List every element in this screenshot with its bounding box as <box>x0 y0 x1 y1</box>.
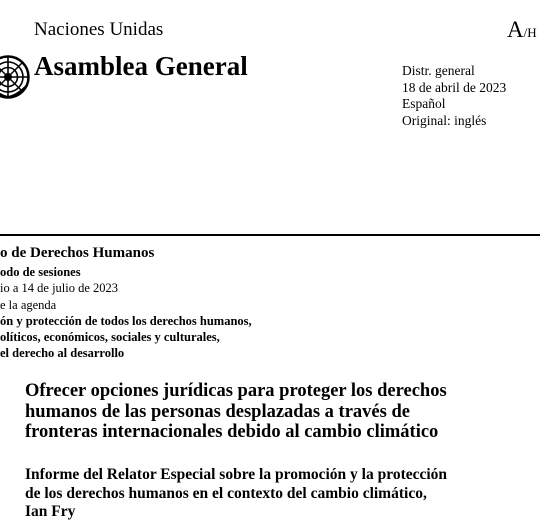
report-subtitle <box>25 466 447 522</box>
agenda-item-line-2: olíticos, económicos, sociales y culturales, <box>0 330 220 345</box>
body-title: Asamblea General <box>34 51 248 81</box>
agenda-label: e la agenda <box>0 297 57 312</box>
distribution-date: 18 de abril de 2023 <box>402 79 507 95</box>
report-subtitle-line-1: Informe del Relator Especial sobre la promoción y la protección <box>25 466 448 483</box>
report-title <box>25 381 447 443</box>
report-author: Ian Fry <box>25 503 76 520</box>
document-symbol-suffix: /H <box>523 25 537 40</box>
report-title-line-1: Ofrecer opciones jurídicas para proteger los derechos <box>25 381 447 401</box>
document-symbol-main: A <box>507 17 524 42</box>
council-name: o de Derechos Humanos <box>0 245 155 261</box>
session-info <box>0 264 252 362</box>
un-emblem-icon <box>0 55 30 99</box>
agenda-item-line-1: ón y protección de todos los derechos humanos, <box>0 313 252 328</box>
session-dates: io a 14 de julio de 2023 <box>0 281 119 296</box>
distribution-block <box>402 63 506 129</box>
distribution-original: Original: inglés <box>402 112 487 128</box>
distribution-language: Español <box>402 96 446 111</box>
header-divider <box>0 234 540 236</box>
organization-name: Naciones Unidas <box>34 19 164 40</box>
session-number: odo de sesiones <box>0 265 81 279</box>
report-title-line-3: fronteras internacionales debido al cambio climático <box>25 422 439 442</box>
document-symbol <box>507 17 537 43</box>
report-title-line-2: humanos de las personas desplazadas a través de <box>25 401 410 422</box>
report-subtitle-line-2: de los derechos humanos en el contexto del cambio climático, <box>25 484 427 502</box>
distribution-type: Distr. general <box>402 63 475 78</box>
agenda-item-line-3: el derecho al desarrollo <box>0 346 125 361</box>
